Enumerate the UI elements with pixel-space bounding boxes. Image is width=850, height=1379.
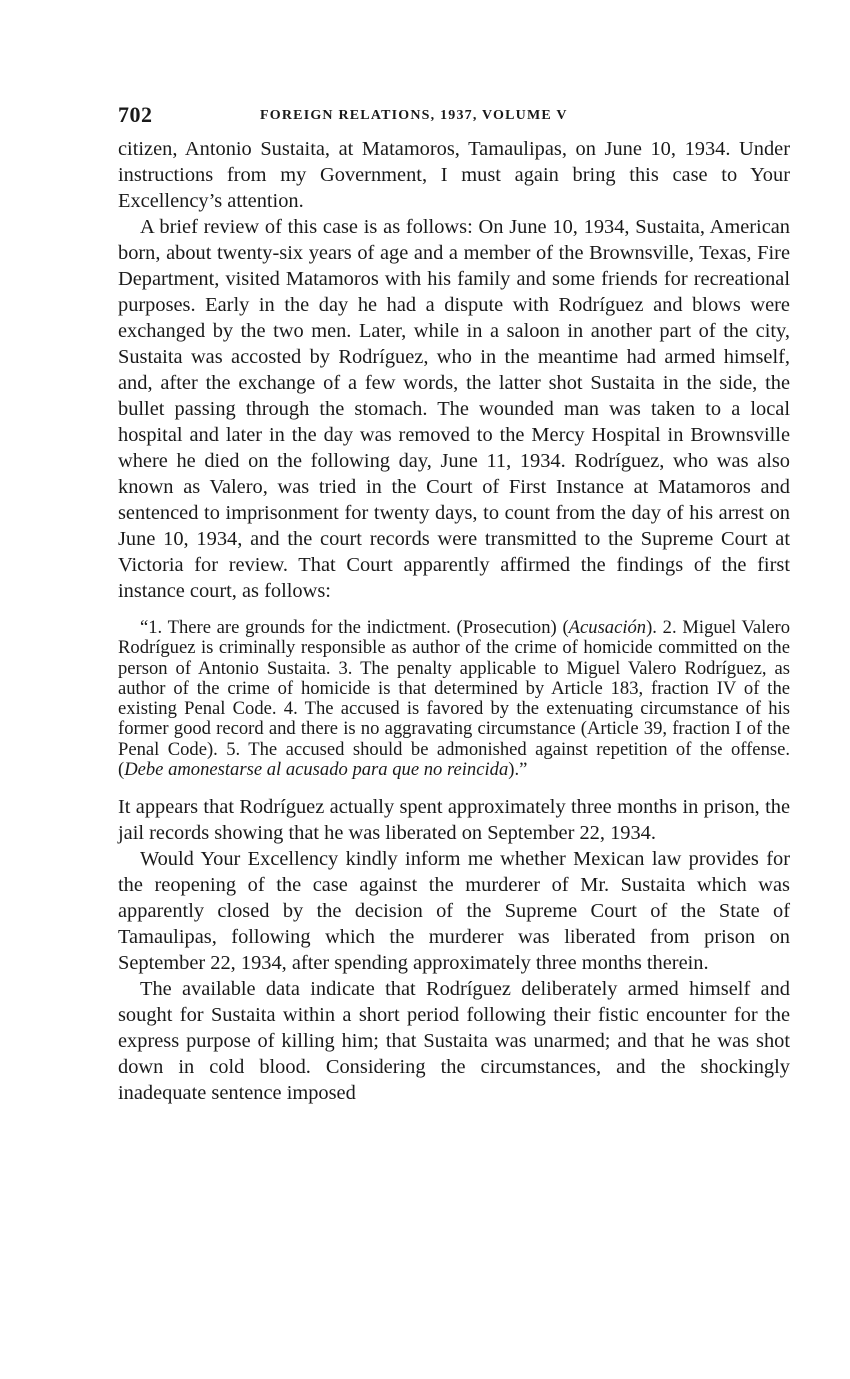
quote-italic-spanish: Debe amonestarse al acusado para que no reincida (124, 759, 509, 781)
paragraph-case-review: A brief review of this case is as follows: On June 10, 1934, Sustaita, American born, about twenty-six years of age and a member of the Brownsville, Texas, Fire Department, visited Matamoros with his family and some friends for recreational purposes. Early in the day he had a dispute with Rodríguez and blows were exchanged by the two men. Later, while in a saloon in another part of the city, Sustaita was accosted by Rodríguez, who in the meantime had armed himself, and, after the exchange of a few words, the latter shot Sustaita in the side, the bullet passing through the stomach. The wounded man was taken to a local hospital and later in the day was removed to the Mercy Hospital in Brownsville where he died on the following day, June 11, 1934. Rodríguez, who was also known as Valero, was tried in the Court of First Instance at Matamoros and sentenced to imprisonment for twenty days, to count from the day of his arrest on June 10, 1934, and the court records were transmitted to the Supreme Court at Victoria for review. That Court apparently affirmed the findings of the first instance court, as follows: (118, 216, 790, 602)
paragraph-continuation: citizen, Antonio Sustaita, at Matamoros, Tamaulipas, on June 10, 1934. Under instructions from my Government, I must again bring this case to Your Excellency’s attention. (118, 138, 790, 212)
running-head: FOREIGN RELATIONS, 1937, VOLUME V (260, 108, 568, 123)
quote-text-part3: ).” (508, 759, 528, 781)
quote-italic-acusacion: Acusación (568, 617, 647, 638)
page-number: 702 (118, 102, 153, 127)
paragraph-prison-time: It appears that Rodríguez actually spent approximately three months in prison, the jail records showing that he was liberated on September 22, 1934. (118, 796, 790, 845)
paragraph-available-data: The available data indicate that Rodríguez deliberately armed himself and sought for Sustaita within a short period following their fistic encounter for the express purpose of killing him; that Sustaita was unarmed; and that he was shot down in cold blood. Considering the circumstances, and the shockingly inadequate sentence imposed (118, 978, 790, 1105)
paragraph-request: Would Your Excellency kindly inform me whether Mexican law provides for the reopening of the case against the murderer of Mr. Sustaita which was apparently closed by the decision of the Supreme Court of the State of Tamaulipas, following which the murderer was liberated from prison on September 22, 1934, after spending approximately three months therein. (118, 848, 790, 975)
page-header (118, 96, 790, 136)
quote-text-part1: “1. There are grounds for the indictment. (Prosecution) ( (140, 617, 569, 638)
document-page (118, 96, 790, 1106)
quote-text (118, 618, 790, 780)
block-quote (118, 618, 790, 780)
body-text (118, 136, 790, 1106)
quote-text-part2: ). 2. Miguel Valero Rodríguez is criminally responsible as author of the crime of homicide committed on the person of Antonio Sustaita. 3. The penalty applicable to Miguel Valero Rodríguez, as author of the crime of homicide is that determined by Article 183, fraction IV of the existing Penal Code. 4. The accused is favored by the extenuating circumstance of his former good record and there is no aggravating circumstance (Article 39, fraction I of the Penal Code). 5. The accused should be admonished against repetition of the offense. ( (118, 617, 791, 781)
